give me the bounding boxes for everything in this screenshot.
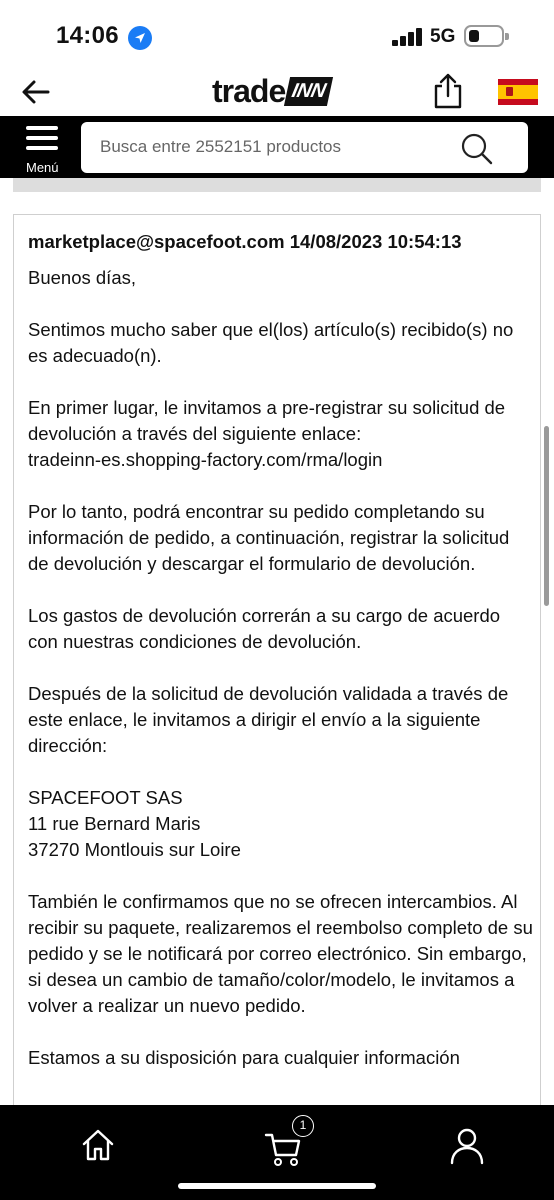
message-paragraph-3: Por lo tanto, podrá encontrar su pedido completando su información de pedido, a continuación, registrar la solicitud de devolución y descargar el formulario de devolución. <box>28 501 510 574</box>
message-paragraph-1: Sentimos mucho saber que el(los) artículo(s) recibido(s) no es adecuado(n). <box>28 319 514 366</box>
home-icon[interactable] <box>80 1127 116 1163</box>
home-indicator[interactable] <box>178 1183 376 1189</box>
content-divider <box>13 178 541 192</box>
search-placeholder: Busca entre 2552151 productos <box>100 137 342 156</box>
cellular-signal-icon <box>392 28 424 46</box>
logo-badge: INN <box>284 77 333 106</box>
network-type: 5G <box>430 26 456 47</box>
status-bar <box>0 0 554 66</box>
menu-label: Menú <box>26 160 59 175</box>
message-card <box>13 214 541 1114</box>
status-time: 14:06 <box>56 22 119 49</box>
message-sender: marketplace@spacefoot.com <box>28 231 285 252</box>
search-bar <box>0 116 554 178</box>
scrollbar[interactable] <box>544 426 549 606</box>
message-datetime: 14/08/2023 10:54:13 <box>289 231 462 252</box>
message-paragraph-2: En primer lugar, le invitamos a pre-registrar su solicitud de devolución a través del siguiente enlace: <box>28 397 506 444</box>
address-line-1: SPACEFOOT SAS <box>28 787 183 808</box>
message-paragraph-4: Los gastos de devolución correrán a su cargo de acuerdo con nuestras condiciones de devolución. <box>28 605 501 652</box>
message-paragraph-6: También le confirmamos que no se ofrecen intercambios. Al recibir su paquete, realizaremos el reembolso completo de su pedido y se le notificará por correo electrónico. Sin embargo, si desea un cambio de tamaño/color/modelo, le invitamos a volver a realizar un nuevo pedido. <box>28 891 533 1016</box>
logo-text: trade <box>212 72 286 109</box>
search-input[interactable] <box>81 122 528 173</box>
cart-count-badge: 1 <box>292 1115 314 1137</box>
message-greeting: Buenos días, <box>28 267 136 288</box>
app-header <box>0 66 554 116</box>
return-link[interactable]: tradeinn-es.shopping-factory.com/rma/login <box>28 449 383 470</box>
share-icon[interactable] <box>432 72 464 110</box>
message-paragraph-7: Estamos a su disposición para cualquier información <box>28 1047 460 1068</box>
message-body <box>28 265 534 1097</box>
message-header <box>28 231 462 253</box>
address-line-3: 37270 Montlouis sur Loire <box>28 839 241 860</box>
spain-flag-icon[interactable] <box>498 79 538 105</box>
tradeinn-logo[interactable] <box>212 74 330 108</box>
back-arrow-icon[interactable] <box>20 76 52 108</box>
location-arrow-icon <box>128 26 152 50</box>
user-account-icon[interactable] <box>450 1127 484 1165</box>
search-icon[interactable] <box>460 132 494 166</box>
battery-icon <box>464 25 504 47</box>
message-paragraph-5: Después de la solicitud de devolución validada a través de este enlace, le invitamos a dirigir el envío a la siguiente dirección: <box>28 683 509 756</box>
address-line-2: 11 rue Bernard Maris <box>28 813 201 834</box>
menu-button[interactable] <box>22 124 66 174</box>
